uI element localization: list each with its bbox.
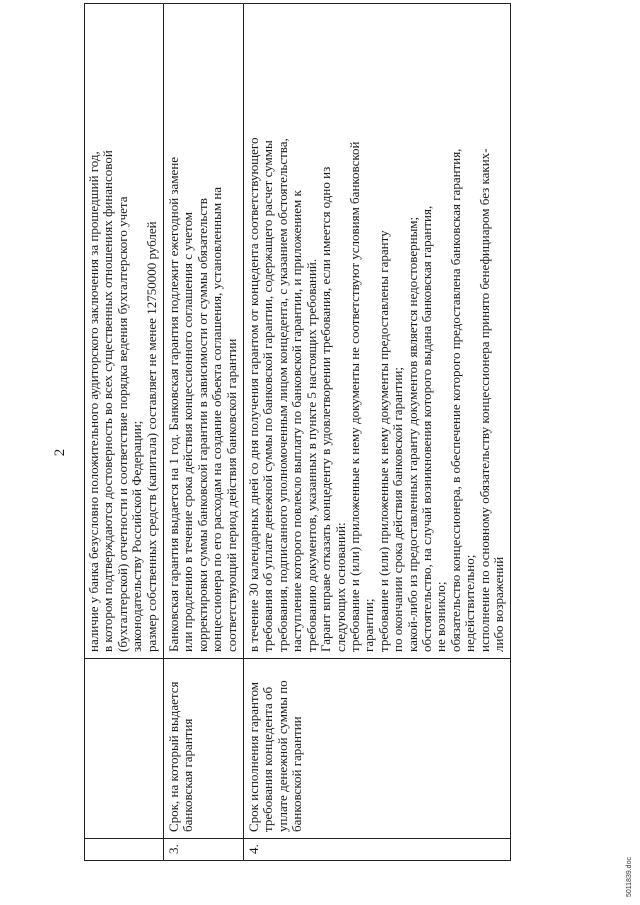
text-line: соответствующий период действия банковской гарантии (223, 338, 239, 652)
requirements-table (84, 3, 511, 861)
requirement-name: Срок исполнения гарантом требования концедента об уплате денежной суммы по банковской гарантии (244, 659, 511, 839)
requirement-name: Срок, на который выдается банковская гарантия (164, 659, 244, 839)
text-line: Гарант вправе отказать концеденту в удовлетворении требования, если имеется одно из (318, 166, 334, 652)
text-line: обстоятельство, на случай возникновения которого выдана банковская гарантия, (418, 205, 434, 652)
text-line: исполнение по основному обязательству концессионера принято бенефициаром без каких- (476, 148, 492, 652)
row-number: 3. (164, 839, 244, 861)
text-line: требования, подписанного уполномоченным лицом концедента, с указанием обстоятельства, (274, 138, 290, 652)
text-line: (бухгалтерской) отчетности и соответствие порядка ведения бухгалтерского учета (114, 196, 130, 652)
table-row (164, 4, 244, 861)
text-line: требования об уплате денежной суммы по банковской гарантии, содержащего расчет суммы (260, 140, 276, 652)
text-line: Банковская гарантия выдается на 1 год. Банковская гарантия подлежит ежегодной замене (166, 156, 182, 652)
text-line: гарантии; (361, 598, 377, 652)
requirement-text (164, 4, 244, 659)
row-number: 4. (244, 839, 511, 861)
page-number: 2 (52, 448, 68, 457)
text-line: наступление которого повлекло выплату по банковской гарантии, и приложением к (289, 190, 305, 652)
text-line: в течение 30 календарных дней со дня получения гарантом от концедента соответствующего (246, 137, 262, 652)
text-line: законодательству Российской Федерации; (129, 420, 145, 652)
text-line: требование и (или) приложенные к нему документы не соответствуют условиям банковской (346, 141, 362, 652)
text-line: следующих оснований: (332, 522, 348, 652)
text-line: размер собственных средств (капитала) составляет не менее 12750000 рублей (143, 221, 159, 652)
text-line: какой-либо из предоставленных гаранту документов является недостоверным; (404, 216, 420, 652)
text-line: или продлению в течение срока действия концессионного соглашения с учетом (180, 211, 196, 652)
document-filename: 5011839.doc (626, 857, 633, 897)
table-row (85, 4, 164, 861)
requirement-name (85, 659, 164, 839)
requirement-text (85, 4, 164, 659)
text-line: по окончании срока действия банковской гарантии; (390, 366, 406, 652)
text-line: недействительно; (462, 554, 478, 652)
text-line: в котором подтверждаются достоверность во всех существенных отношениях финансовой (100, 150, 116, 652)
text-line: либо возражений (490, 556, 506, 652)
text-line: наличие у банка безусловно положительного аудиторского заключения за прошедший год, (86, 151, 101, 652)
text-line: требованию документов, указанных в пункте 5 настоящих требований. (303, 258, 319, 652)
text-line: концессионера по его расходам на создание объекта соглашения, установленным на (209, 186, 225, 652)
text-line: обязательство концессионера, в обеспечение которого предоставлена банковская гарантия, (447, 148, 463, 652)
row-number (85, 839, 164, 861)
text-line: требование и (или) приложенные к нему документы предоставлены гаранту (375, 230, 391, 652)
requirement-text (244, 4, 511, 659)
text-line: корректировки суммы банковской гарантии в зависимости от суммы обязательств (194, 198, 210, 652)
text-line: не возникло; (433, 581, 449, 652)
table-row (244, 4, 511, 861)
